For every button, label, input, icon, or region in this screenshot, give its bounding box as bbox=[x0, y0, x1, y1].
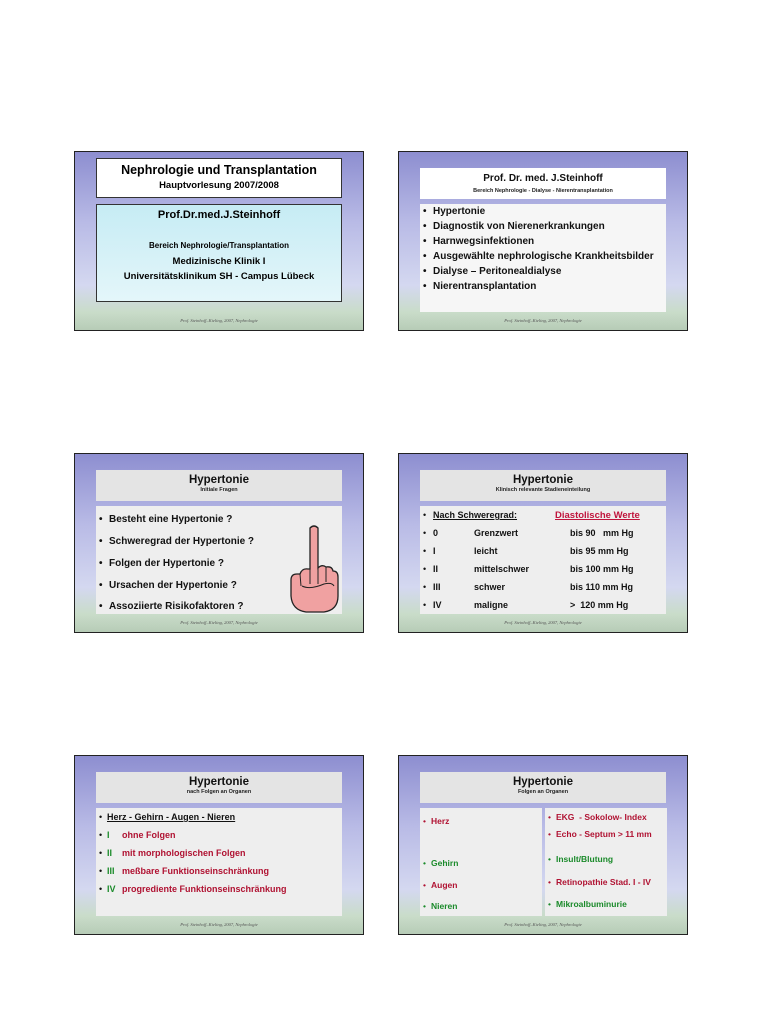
list-item: • Echo - Septum > 11 mm bbox=[548, 829, 652, 839]
slide-6 bbox=[398, 755, 688, 935]
slide-1 bbox=[74, 151, 364, 331]
list-item: • Dialyse – Peritonealdialyse bbox=[423, 266, 562, 277]
table-header-right: Diastolische Werte bbox=[555, 510, 640, 521]
slide-5-content bbox=[96, 808, 342, 916]
list-item: • Schweregrad der Hypertonie ? bbox=[99, 536, 255, 547]
slide-6-title-box bbox=[420, 772, 666, 803]
slide-3-footer: Prof. Steinhoff–Kieling, 2007, Nephrologie bbox=[180, 620, 258, 625]
slide-6-title: Hypertonie bbox=[512, 776, 574, 788]
slide-4-title-box bbox=[420, 470, 666, 501]
pointing-finger-icon bbox=[288, 524, 340, 614]
slide-3-content bbox=[96, 506, 342, 614]
list-item: • Retinopathie Stad. I - IV bbox=[548, 877, 651, 887]
slide-1-dept: Bereich Nephrologie/Transplantation bbox=[148, 241, 290, 250]
slide-5-subtitle: nach Folgen an Organen bbox=[186, 789, 252, 795]
list-item: • III meßbare Funktionseinschränkung bbox=[99, 866, 270, 876]
slide-1-university: Universitätsklinikum SH - Campus Lübeck bbox=[123, 271, 315, 282]
slide-2-title: Prof. Dr. med. J.Steinhoff bbox=[483, 173, 603, 184]
list-item: • Folgen der Hypertonie ? bbox=[99, 558, 225, 569]
list-item: • Hypertonie bbox=[423, 206, 486, 217]
slide-5-footer: Prof. Steinhoff–Kieling, 2007, Nephrologie bbox=[180, 922, 258, 927]
list-item: • I ohne Folgen bbox=[99, 830, 176, 840]
list-item: • Ursachen der Hypertonie ? bbox=[99, 580, 237, 591]
list-item: • Ausgewählte nephrologische Krankheitsbilder bbox=[423, 251, 654, 262]
list-item: • EKG - Sokolow- Index bbox=[548, 812, 647, 822]
slide-5-title-box bbox=[96, 772, 342, 803]
list-item: • II mit morphologischen Folgen bbox=[99, 848, 246, 858]
slide-4 bbox=[398, 453, 688, 633]
slide-5 bbox=[74, 755, 364, 935]
slide-4-subtitle: Klinisch relevante Stadieneinteilung bbox=[495, 487, 591, 493]
list-item: • Augen bbox=[423, 880, 458, 890]
slide-1-clinic: Medizinische Klinik I bbox=[172, 256, 266, 267]
slide-1-title: Nephrologie und Transplantation bbox=[121, 163, 317, 177]
list-item: • Herz bbox=[423, 816, 450, 826]
list-item: • Nierentransplantation bbox=[423, 281, 537, 292]
list-item: • Diagnostik von Nierenerkrankungen bbox=[423, 221, 605, 232]
slide-1-footer: Prof. Steinhoff–Kieling, 2007, Nephrologie bbox=[180, 318, 258, 323]
slide-4-title: Hypertonie bbox=[512, 474, 574, 486]
table-header: • Nach Schweregrad: bbox=[423, 510, 518, 520]
slide-3-title-box bbox=[96, 470, 342, 501]
slide-1-info-box bbox=[96, 204, 342, 302]
list-item: • Gehirn bbox=[423, 858, 459, 868]
list-item: • Mikroalbuminurie bbox=[548, 899, 627, 909]
slide-1-subtitle: Hauptvorlesung 2007/2008 bbox=[159, 180, 279, 191]
list-item: • Insult/Blutung bbox=[548, 854, 614, 864]
slide-6-right-panel bbox=[545, 808, 667, 916]
slide-4-content: • Nach Schweregrad: Diastolische Werte • 0 Grenzwert bis 90 mm Hg • I leicht bis 95 mm Hg • II mittelschwer bis 100 mm Hg • III schwer bis 110 mm Hg • IV maligne > 120 mm Hg bbox=[420, 506, 666, 614]
list-item: • IV progrediente Funktionseinschränkung bbox=[99, 884, 287, 894]
list-item: • Harnwegsinfektionen bbox=[423, 236, 535, 247]
slide-6-left-panel bbox=[420, 808, 542, 916]
slide-6-footer: Prof. Steinhoff–Kieling, 2007, Nephrologie bbox=[504, 922, 582, 927]
slide-3 bbox=[74, 453, 364, 633]
slide-3-subtitle: Initiale Fragen bbox=[200, 487, 238, 493]
slide-4-footer: Prof. Steinhoff–Kieling, 2007, Nephrologie bbox=[504, 620, 582, 625]
slide-3-title: Hypertonie bbox=[188, 474, 250, 486]
slide-5-title: Hypertonie bbox=[188, 776, 250, 788]
list-item: • Besteht eine Hypertonie ? bbox=[99, 514, 233, 525]
slide-2-content bbox=[420, 204, 666, 312]
slide-2-title-box bbox=[420, 168, 666, 199]
slide-2-footer: Prof. Steinhoff–Kieling, 2007, Nephrologie bbox=[504, 318, 582, 323]
slide-2-subtitle: Bereich Nephrologie - Dialyse - Nierentransplantation bbox=[473, 188, 613, 194]
list-item: • Assoziierte Risikofaktoren ? bbox=[99, 601, 244, 612]
slide-6-subtitle: Folgen an Organen bbox=[517, 789, 569, 795]
slide-1-author: Prof.Dr.med.J.Steinhoff bbox=[157, 209, 281, 221]
list-item: • Nieren bbox=[423, 901, 458, 911]
slide-2 bbox=[398, 151, 688, 331]
list-header: • Herz - Gehirn - Augen - Nieren bbox=[99, 812, 236, 822]
slide-1-title-box bbox=[96, 158, 342, 198]
